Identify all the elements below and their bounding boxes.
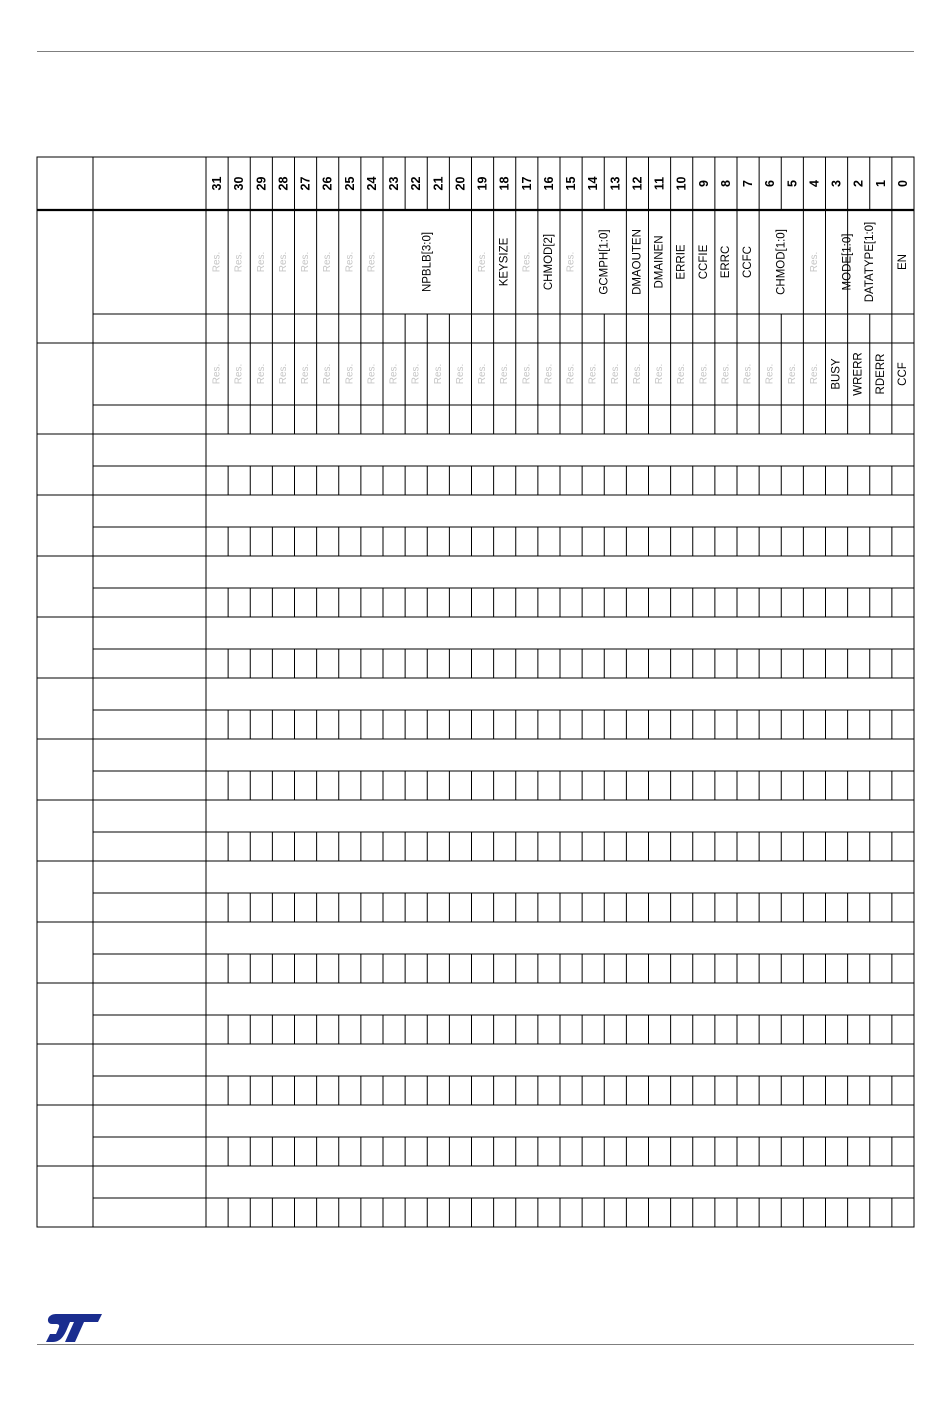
bit-number-20: 20 (453, 176, 468, 191)
register-2-field-rderr: RDERR (874, 353, 887, 395)
register-1-field-dmaouten: DMAOUTEN (631, 229, 644, 295)
register-2-field-res: Res. (808, 363, 820, 385)
register-2-field-res: Res. (698, 363, 710, 385)
bit-number-13: 13 (608, 176, 623, 191)
register-2-field-ccf: CCF (896, 362, 909, 386)
register-2-field-res: Res. (255, 363, 267, 385)
register-1-field-chmod-2: CHMOD[2] (542, 233, 555, 291)
bit-number-28: 28 (276, 176, 291, 191)
bit-number-26: 26 (320, 176, 335, 191)
register-1-field-res: Res. (277, 251, 289, 273)
bit-number-15: 15 (564, 176, 579, 191)
register-1-field-mode-1-0: MODE[1:0] (841, 233, 854, 291)
register-1-field-keysize: KEYSIZE (498, 237, 511, 287)
bit-number-4: 4 (807, 180, 822, 187)
register-2-field-res: Res. (211, 363, 223, 385)
bit-number-3: 3 (829, 180, 844, 187)
register-2-field-res: Res. (410, 363, 422, 385)
register-1-field-ccfie: CCFIE (697, 244, 710, 280)
register-2-field-res: Res. (720, 363, 732, 385)
register-1-field-datatype-1-0: DATATYPE[1:0] (863, 221, 876, 303)
register-2-field-res: Res. (742, 363, 754, 385)
register-1-field-res: Res. (521, 251, 533, 273)
register-2-field-res: Res. (366, 363, 378, 385)
register-2-field-busy: BUSY (830, 358, 843, 390)
bit-number-22: 22 (409, 176, 424, 191)
register-1-field-res: Res. (322, 251, 334, 273)
register-2-field-wrerr: WRERR (852, 352, 865, 396)
bit-number-6: 6 (763, 180, 778, 187)
register-2-field-res: Res. (786, 363, 798, 385)
bit-number-31: 31 (210, 176, 225, 191)
bit-number-14: 14 (586, 176, 601, 191)
register-1-field-npblb-3-0: NPBLB[3:0] (421, 231, 434, 293)
bit-number-1: 1 (873, 180, 888, 187)
bit-number-30: 30 (232, 176, 247, 191)
register-1-field-dmainen: DMAINEN (653, 235, 666, 289)
register-2-field-res: Res. (521, 363, 533, 385)
register-1-field-res: Res. (300, 251, 312, 273)
register-1-field-errc: ERRC (719, 245, 732, 279)
bit-number-5: 5 (785, 180, 800, 187)
bit-number-24: 24 (364, 176, 379, 191)
bit-number-29: 29 (254, 176, 269, 191)
register-2-field-res: Res. (477, 363, 489, 385)
bit-number-0: 0 (895, 180, 910, 187)
register-1-field-res: Res. (565, 251, 577, 273)
register-2-field-res: Res. (654, 363, 666, 385)
bit-number-7: 7 (741, 180, 756, 187)
bit-number-16: 16 (541, 176, 556, 191)
bit-number-17: 17 (519, 176, 534, 191)
bit-number-2: 2 (851, 180, 866, 187)
register-1-field-errie: ERRIE (675, 244, 688, 280)
register-1-field-res: Res. (477, 251, 489, 273)
bit-number-18: 18 (497, 176, 512, 191)
bit-number-27: 27 (298, 176, 313, 191)
register-1-field-res: Res. (808, 251, 820, 273)
bit-number-19: 19 (475, 176, 490, 191)
register-2-field-res: Res. (631, 363, 643, 385)
register-2-field-res: Res. (609, 363, 621, 385)
register-1-field-gcmph-1-0: GCMPH[1:0] (598, 229, 611, 295)
register-1-field-en: EN (896, 254, 909, 270)
register-1-field-res: Res. (211, 251, 223, 273)
register-2-field-res: Res. (388, 363, 400, 385)
bit-number-21: 21 (431, 176, 446, 191)
register-2-field-res: Res. (499, 363, 511, 385)
register-2-field-res: Res. (454, 363, 466, 385)
register-2-field-res: Res. (322, 363, 334, 385)
bit-number-11: 11 (652, 176, 667, 191)
bit-number-9: 9 (696, 180, 711, 187)
register-2-field-res: Res. (432, 363, 444, 385)
footer-rule (37, 1344, 914, 1345)
register-1-field-chmod-1-0: CHMOD[1:0] (775, 229, 788, 295)
register-1-field-res: Res. (366, 251, 378, 273)
register-2-field-res: Res. (565, 363, 577, 385)
register-1-field-ccfc: CCFC (742, 246, 755, 278)
register-2-field-res: Res. (344, 363, 356, 385)
register-1-field-res: Res. (255, 251, 267, 273)
register-1-field-res: Res. (344, 251, 356, 273)
register-2-field-res: Res. (277, 363, 289, 385)
table-border (37, 157, 914, 1227)
bit-number-10: 10 (674, 176, 689, 191)
bit-number-12: 12 (630, 176, 645, 191)
register-2-field-res: Res. (676, 363, 688, 385)
bit-number-25: 25 (342, 176, 357, 191)
bit-number-8: 8 (718, 180, 733, 187)
register-2-field-res: Res. (764, 363, 776, 385)
register-2-field-res: Res. (233, 363, 245, 385)
register-2-field-res: Res. (587, 363, 599, 385)
register-1-field-res: Res. (233, 251, 245, 273)
register-2-field-res: Res. (300, 363, 312, 385)
bit-number-23: 23 (387, 176, 402, 191)
st-logo (44, 1312, 104, 1344)
register-2-field-res: Res. (543, 363, 555, 385)
